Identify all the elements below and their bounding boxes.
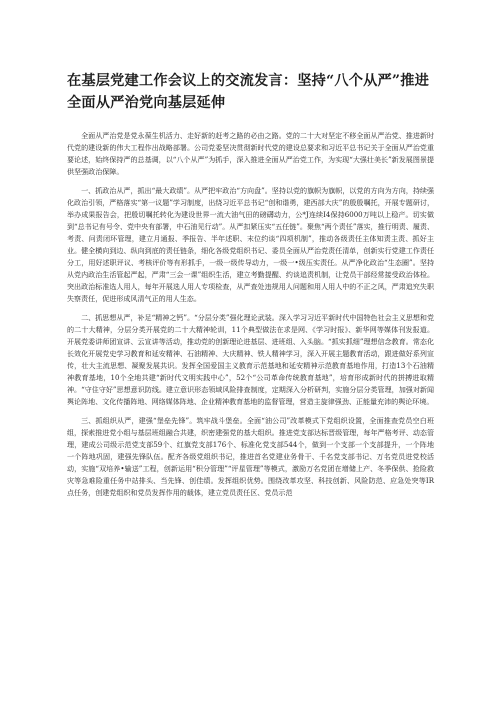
- section-political-paragraph: 一、抓政治从严，抓出“最大政绩”。从严把牢政治“方向盘”。坚持以党的旗帜为旗帜，以党的方向为方向，持续强化政治引领，严格落实“第一议题”学习制度，出绕习近平总书记“创和谐勇，建西部大庆”的殷殷嘱托，开展专题研讨，举办成果报告会，把殷切嘱托转化为建设世界一流大油气田的磅礴动力，公*J连续I4保持6000万吨以上稳产。切实做到“总书记有号令、党中央有部署，中石油见行动”。从严扣紧压实“五任链”。聚焦“两个责任”落实，推行明责、履责、考责、问责闭环管理，建立月通报、季报告、半年述职、末位约谈“四项机制”，推动各级责任主体知责主责、抓好主业。健全横向到边、纵向到底的责任链条，细化各级党组织书记、委员全面从严治党责任清单，创新实行党建工作责任分工，用好述职评议、考核评价等有形抓手，一级一级传导动力，一级一•级压实责任。从严净化政治“生态圈”。坚持从党内政治生活管起严起，严肃“三会一课”组织生活，建立考勤提醒、约谈追责机制，让党员干部经常接受政治体检。突出政治标准选人用人，每年开展选人用人专项检查，从严查处违规用人问题和用人用人中的不正之风，严肃追究失职失察责任，促进形成风清气正的用人生态。: [67, 186, 434, 303]
- section-organizational-paragraph: 三、抓组织从严，建强“堡垒先锋”。筑牢战斗堡垒。全面“油公司”改革模式下党组织设置，全面推查党员空白班组，探索推进党小组与基层班组融合共建，织密建强党的基大组织。推进党支部达标晋级管理，每年严格考评、动态管理，建成公司级示范党支部59个、红旗党支部176个、标准化党支部544个，做到一个支部一个支部提升，一个阵地一个阵地巩固，建强先锋队伍。配齐各级党组织书记，推进首名党建业务骨干、千名党支部书记、万名党员进党校活动，实施“双培养•输送”工程，创新运用“积分管理”“评星管理”等模式，激励万名党团在增储上产、冬季保供、抢险救灾等急难险重任务中站排头、当先锋、创佳绩。发挥组织优势。围绕改革攻坚、科技创新、风险防范、应急处突等IR点任务，创建党组织和党员发挥作用的载体，建立党员责任区、党员示范: [67, 416, 434, 497]
- section-ideological-paragraph: 二、抓思想从严，补足“精神之钙”。“分层分类”强化理论武装。深入学习习近平新时代中国特色社会主义思想和党的二十大精神，分层分类开展党的二十大精神轮训，11个典型做法在求是网、《学习时报》、新华网等媒体刊发报道。开展党委讲师团宣讲、云宣讲等活动，推动党的创新理论进基层、进班组、入头脑。“抓实抓细”理想信念教育。常态化长效化开展党史学习教育和延安精神、石油精神、大庆精神、铁人精神学习，深入开展主题教育活动，跟进做好系列宣传，壮大主流思想、凝聚发展共识。发挥全国爱国主义教育示范基地和延安精神示范教育基地作用，打造13个石油精神教育基地，10个全地共建“新时代文明实践中心”，52个“公司革命传统教育基地”，培育形成新时代的拼搏进取精神。“守住守好”思想意识防线。建立意识形态领域风险排查制度，定期深入分析研判，实施分层分类管理，加强对新闻舆论阵地、文化传播阵地、网络媒体阵地、企业精神教育基地的监督管理，营造主旋律强劲、正能量充沛的舆论环境。: [67, 313, 434, 406]
- intro-paragraph: 全面从严治党是党永葆生机活力、走好新的赶考之路的必由之路。党的二十大对坚定不移全面从严治党、推进新时代党的建设新的伟大工程作出战略部署。公司党委坚决贯彻新时代党的建设总要求和习近平总书记关于全面从严治党重要论述，始终保持严的总基调，以“八个从严”为抓手，深入推进全面从严治党工作，为实现“大强壮美长”新发展图景提供坚强政治保障。: [67, 131, 434, 176]
- document-title: 在基层党建工作会议上的交流发言：坚持“八个从严”推进全面从严治党向基层延伸: [67, 73, 430, 111]
- document-body: [67, 130, 434, 499]
